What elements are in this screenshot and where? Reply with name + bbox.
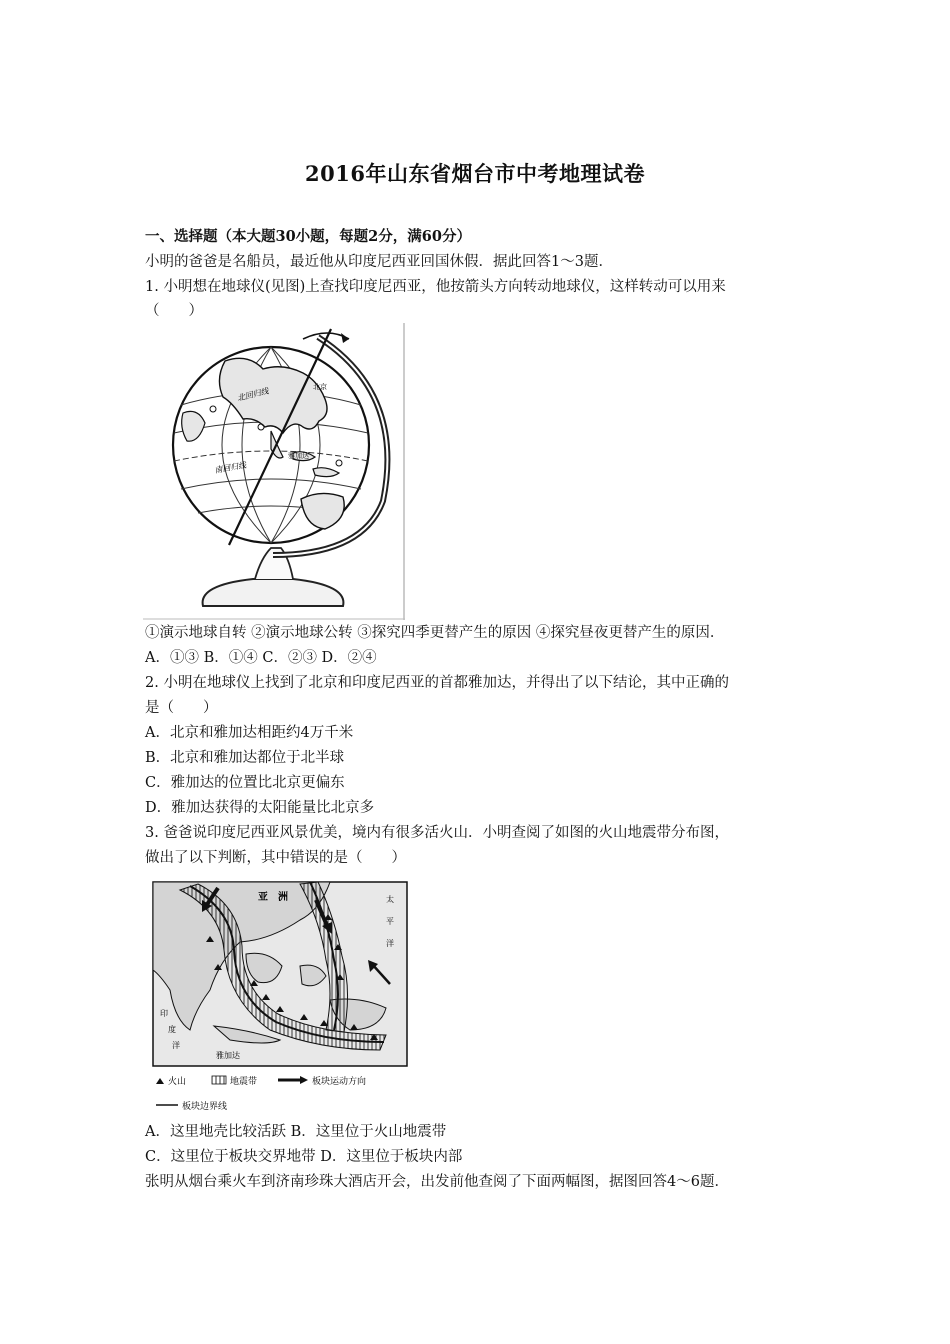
globe-label-beijing: 北京 <box>313 383 327 391</box>
q2-option-a: A．北京和雅加达相距约4万千米 <box>145 725 354 741</box>
map-label-pacific-2: 平 <box>386 917 394 926</box>
map-label-pacific-3: 洋 <box>386 939 394 948</box>
map-label-jakarta: 雅加达 <box>216 1051 240 1060</box>
q2-option-d: D．雅加达获得的太阳能量比北京多 <box>145 800 375 816</box>
q1-stem: 1. 小明想在地球仪(见图)上查找印度尼西亚，他按箭头方向转动地球仪，这样转动可以用来 <box>145 279 726 295</box>
q1-options: A．①③ B．①④ C．②③ D．②④ <box>145 650 377 666</box>
globe-label-south-tropic: 南回归线 <box>213 460 247 475</box>
volcano-map-figure <box>150 880 412 1118</box>
q3-stem-cont: 做出了以下判断，其中错误的是（ ） <box>145 850 406 866</box>
map-label-indian-2: 度 <box>168 1025 176 1034</box>
q2-option-c: C．雅加达的位置比北京更偏东 <box>145 775 345 791</box>
q2-stem-cont: 是（ ） <box>145 700 218 716</box>
legend-plate-motion: 板块运动方向 <box>312 1077 367 1087</box>
legend-volcano-icon <box>156 1078 164 1084</box>
q2-stem: 2. 小明在地球仪上找到了北京和印度尼西亚的首都雅加达，并得出了以下结论，其中正确的 <box>145 675 729 691</box>
q3-options-2: C．这里位于板块交界地带 D．这里位于板块内部 <box>145 1149 463 1165</box>
q3-stem: 3. 爸爸说印度尼西亚风景优美，境内有很多活火山．小明查阅了如图的火山地震带分布图， <box>145 825 729 841</box>
q2-option-b: B．北京和雅加达都位于北半球 <box>145 750 345 766</box>
map-label-pacific-1: 太 <box>386 895 394 904</box>
page-title: 2016年山东省烟台市中考地理试卷 <box>305 161 645 186</box>
intro-text: 小明的爸爸是名船员，最近他从印度尼西亚回国休假．据此回答1～3题． <box>145 254 613 270</box>
legend-volcano: 火山 <box>168 1077 187 1087</box>
legend-plate-boundary: 板块边界线 <box>182 1102 228 1112</box>
legend-quake-belt-icon <box>212 1076 226 1084</box>
legend-quake-belt: 地震带 <box>230 1077 258 1087</box>
q1-statements: ①演示地球自转 ②演示地球公转 ③探究四季更替产生的原因 ④探究昼夜更替产生的原因． <box>145 625 725 641</box>
map-label-indian-1: 印 <box>160 1009 168 1018</box>
map-label-asia: 亚 洲 <box>258 892 288 903</box>
globe-label-jakarta: 雅加达 <box>288 452 309 460</box>
globe-label-north-tropic: 北回归线 <box>236 386 270 403</box>
map-label-indian-3: 洋 <box>172 1041 180 1050</box>
globe-figure <box>143 323 405 620</box>
q3-options-1: A．这里地壳比较活跃 B．这里位于火山地震带 <box>145 1124 447 1140</box>
section-heading: 一、选择题（本大题30小题，每题2分，满60分） <box>145 228 471 245</box>
q1-answer-blank: （ ） <box>145 303 203 319</box>
intro-text-2: 张明从烟台乘火车到济南珍珠大酒店开会，出发前他查阅了下面两幅图，据图回答4～6题． <box>145 1174 729 1190</box>
